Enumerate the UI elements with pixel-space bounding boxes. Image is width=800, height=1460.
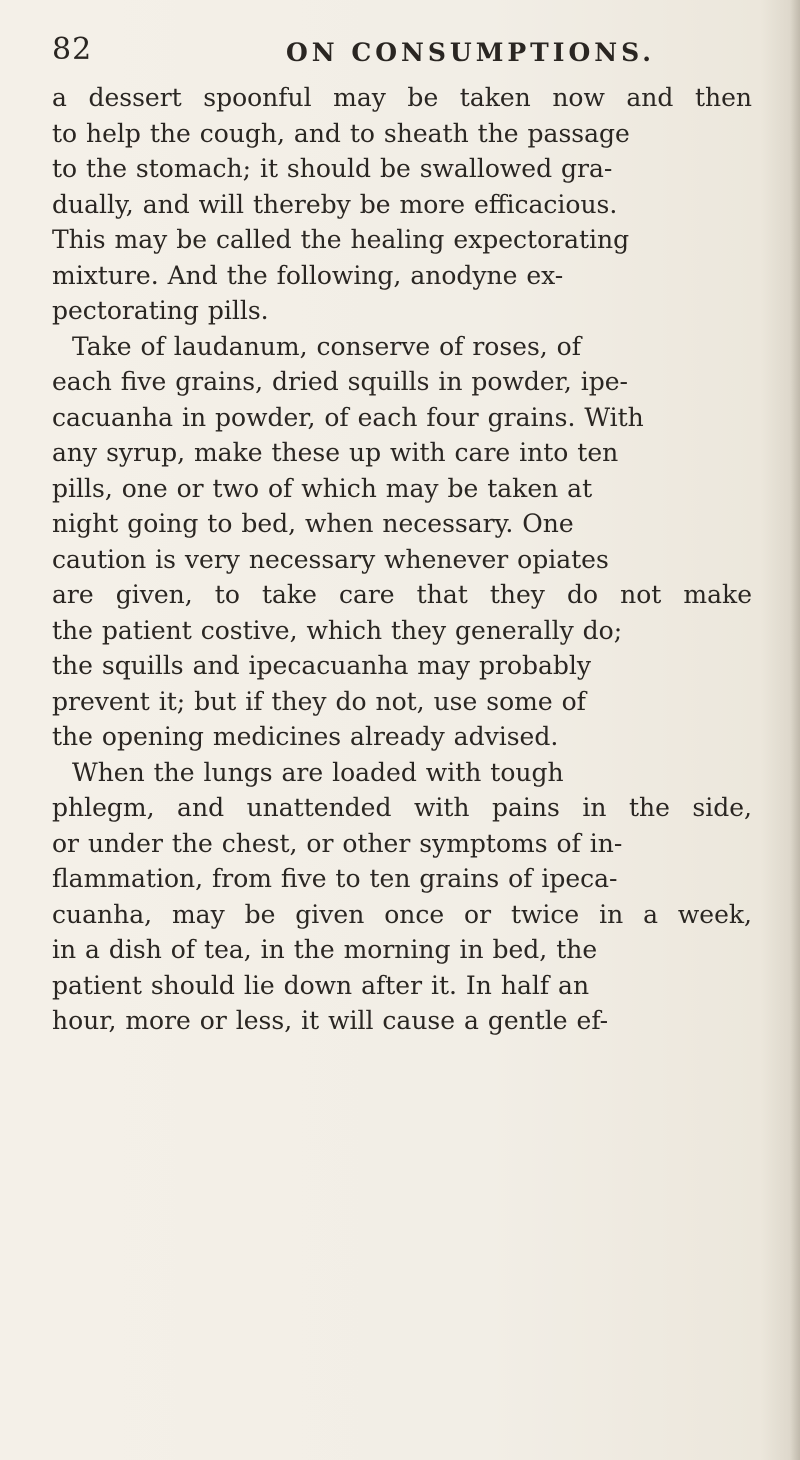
text-line: This may be called the healing expectorating [52, 225, 630, 254]
page-number: 82 [52, 32, 93, 67]
text-line: phlegm, and unattended with pains in the side, [52, 793, 752, 822]
text-line: in a dish of tea, in the morning in bed, the [52, 935, 598, 964]
text-line: each five grains, dried squills in powder, ipe- [52, 367, 628, 396]
text-line: caution is very necessary whenever opiates [52, 544, 609, 574]
text-line: flammation, from five to ten grains of ipeca- [52, 864, 618, 893]
text-line: to help the cough, and to sheath the passage [52, 118, 630, 148]
text-line: any syrup, make these up with care into ten [52, 438, 619, 467]
paragraph-start-line: Take of laudanum, conserve of roses, of [72, 331, 581, 361]
text-line: hour, more or less, it will cause a gentle ef- [52, 1006, 609, 1035]
text-line: pectorating pills. [52, 296, 269, 325]
page-edge-shadow [790, 0, 800, 1460]
running-head: ON CONSUMPTIONS. [286, 38, 655, 67]
text-line: to the stomach; it should be swallowed gra- [52, 154, 613, 183]
text-line: the opening medicines already advised. [52, 722, 559, 751]
text-line: a dessert spoonful may be taken now and then [52, 83, 752, 112]
body-text [52, 80, 752, 1039]
text-line: the squills and ipecacuanha may probably [52, 651, 592, 680]
text-line: cacuanha in powder, of each four grains. With [52, 402, 644, 432]
text-line: mixture. And the following, anodyne ex- [52, 260, 564, 290]
text-line: prevent it; but if they do not, use some of [52, 686, 586, 716]
text-line: or under the chest, or other symptoms of in- [52, 828, 623, 858]
text-line: cuanha, may be given once or twice in a week, [52, 899, 752, 929]
text-line: dually, and will thereby be more efficacious. [52, 189, 618, 219]
page-header [50, 30, 750, 80]
text-line: night going to bed, when necessary. One [52, 509, 574, 538]
paragraph-start-line: When the lungs are loaded with tough [72, 757, 564, 787]
text-line: patient should lie down after it. In half an [52, 970, 590, 1000]
text-line: the patient costive, which they generally do; [52, 615, 623, 645]
text-line: are given, to take care that they do not make [52, 580, 752, 609]
text-line: pills, one or two of which may be taken at [52, 473, 593, 503]
